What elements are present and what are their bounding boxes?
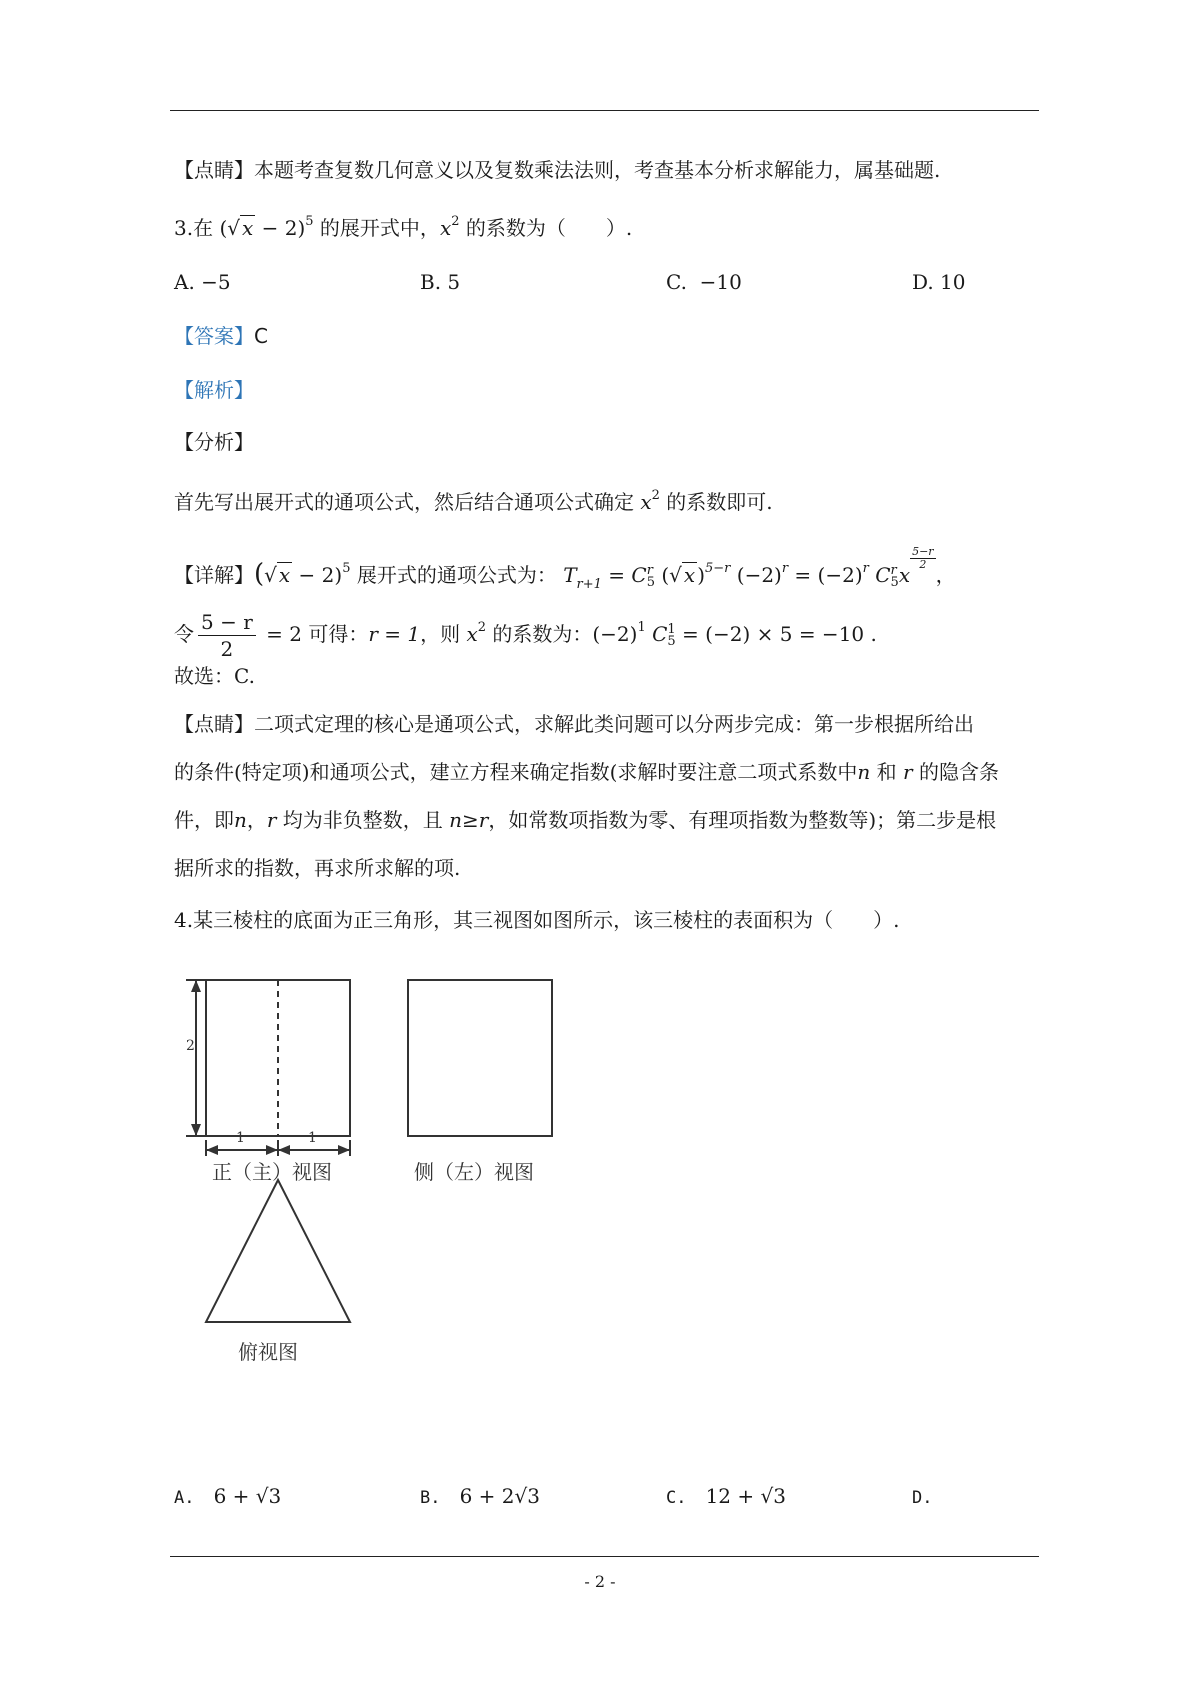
option-a [174,1482,281,1512]
equals-neg-two: = (−2) [788,563,863,587]
note-text: 的隐含条 [912,760,999,784]
note-text: 二项式定理的核心是通项公式，求解此类问题可以分两步完成：第一步根据所给出 [254,712,974,736]
option-c [666,268,742,296]
neg-two: (−2) [730,563,782,587]
sqrt-symbol: √ x [669,563,696,587]
option-label: D. [912,270,934,294]
question-3 [174,208,632,242]
note-text: ，如常数项指数为零、有理项指数为整数等)；第二步是根 [488,808,997,832]
var-n: n [234,808,247,832]
var: x [466,622,478,646]
note-text: 均为非负整数，且 [276,808,450,832]
var-power: 2 [451,214,460,229]
prev-note [174,156,940,184]
option-label: A. [174,1488,195,1508]
page-number: - 2 - [584,1572,616,1591]
option-d [912,1482,952,1512]
frac-num: 5 − r [198,609,256,636]
side-view-label: 侧（左）视图 [414,1160,534,1184]
arrow-right-icon [338,1145,350,1155]
detail-text: 展开式的通项公式为： [350,563,557,587]
solve-text: 的系数为： [486,622,593,646]
arrow-left-icon [206,1145,218,1155]
equals: = [601,563,632,587]
sqrt-symbol: √ x [227,216,254,240]
binom-sub: 5 [646,574,655,590]
question-prefix: 在 [193,216,214,240]
note-line-3 [174,806,996,834]
note-line-2 [174,758,999,786]
option-c [666,1482,786,1512]
exponent: r [862,561,869,576]
choice-line: 故选：C. [174,664,255,688]
note-text: 件，即 [174,808,234,832]
footer-rule [170,1556,1039,1557]
option-value: 10 [940,270,966,294]
binom-C: C [868,563,891,587]
detail-line [174,546,956,599]
binom-sup: r [890,562,897,578]
detail-tag: 【详解】 [174,563,254,587]
note-he: 和 [870,760,904,784]
option-value: 6 + √3 [213,1484,282,1508]
var-r: r [266,808,277,832]
width-label-right: 1 [308,1130,317,1146]
var: x [898,563,911,587]
top-view-label: 俯视图 [238,1340,298,1364]
binom-sup: r [646,562,653,578]
arrow-down-icon [191,1124,201,1136]
exponent: 5 [342,561,351,576]
option-value: −5 [201,270,231,294]
binom-C: C [631,563,647,587]
option-label: C. [666,270,687,294]
answer-tag: 【答案】 [174,324,254,348]
note-text: 的条件(特定项)和通项公式，建立方程来确定指数(求解时要注意二项式系数中 [174,760,858,784]
arrow-left-icon [278,1145,290,1155]
paren-open: ( [254,559,265,589]
solve-line [174,600,877,662]
option-value: 5 [447,270,461,294]
expr-rest: − 2) [255,216,306,240]
paren-open: ( [655,563,670,587]
r-equation: r = 1 [368,622,421,646]
frac-den: 2 [220,637,234,661]
binom-C: C [645,622,668,646]
radicand: x [278,563,291,587]
note-tag: 【点睛】 [174,712,254,736]
side-view-rect [408,980,552,1136]
var-power: 2 [477,620,487,635]
detail-end: ， [935,563,956,587]
radicand: x [242,216,254,240]
fraction [198,609,256,662]
frac-num: 5−r [912,545,934,558]
question-suffix: 的系数为（ ）. [459,216,633,240]
note-text: 本题考查复数几何意义以及复数乘法法则，考查基本分析求解能力，属基础题. [254,158,941,182]
question-4 [174,906,899,934]
note-comma: ， [246,808,267,832]
width-label-left: 1 [236,1130,245,1146]
option-value: 12 + √3 [705,1484,786,1508]
option-b [420,1482,540,1512]
fenxi-text-2: 的系数即可. [659,490,773,514]
sqrt-symbol: √ x [264,563,291,587]
option-label: B. [420,1488,441,1508]
fenxi-text [174,482,773,516]
paren-close: ) [697,563,706,587]
question-text: 某三棱柱的底面为正三角形，其三视图如图所示，该三棱柱的表面积为（ ）. [193,908,900,932]
exponent-fraction [910,546,935,571]
exponent: 5−r [705,561,731,576]
inequality: n≥r [449,808,489,832]
binom-sup: 1 [667,621,676,637]
exponent: 5 [305,214,314,229]
binom-sub: 5 [667,633,676,649]
option-value: 6 + 2√3 [459,1484,540,1508]
header-rule [170,110,1039,111]
paren-open: ( [219,216,228,240]
arrow-up-icon [191,980,201,992]
option-d [912,268,966,296]
var: x [640,490,652,514]
option-label: C. [666,1488,687,1508]
radicand: x [683,563,696,587]
question-number: 4. [174,908,194,932]
exponent: 1 [637,620,646,635]
question-number: 3. [174,216,194,240]
var-power: 2 [651,488,660,503]
term-T: T [563,563,577,587]
question-mid: 的展开式中， [313,216,440,240]
option-label: B. [420,270,442,294]
option-label: D. [912,1488,933,1508]
option-b [420,268,460,296]
calc-result: = (−2) × 5 = −10 . [675,622,877,646]
term-T-sub: r+1 [576,577,602,592]
var-n: n [857,760,871,784]
option-a [174,268,231,296]
option-value: −10 [699,270,742,294]
arrow-right-icon [266,1145,278,1155]
front-view-label: 正（主）视图 [212,1160,332,1184]
fenxi-tag: 【分析】 [174,430,254,454]
option-label: A. [174,270,195,294]
var-r: r [903,760,913,784]
note-line-4: 据所求的指数，再求所求解的项. [174,856,461,880]
solve-ze: ，则 [420,622,467,646]
fenxi-text-1: 首先写出展开式的通项公式，然后结合通项公式确定 [174,490,641,514]
answer-line [174,322,268,350]
exponent: r [781,561,789,576]
expr-rest: − 2) [292,563,343,587]
height-label: 2 [186,1038,195,1054]
analysis-tag: 【解析】 [174,378,254,402]
answer-value: C [254,324,268,348]
binom-sub: 5 [890,574,899,590]
calc-neg-two: (−2) [592,622,638,646]
frac-den: 2 [919,558,927,571]
solve-after: = 2 可得： [259,622,369,646]
ling: 令 [174,622,194,646]
note-line-1 [174,710,974,738]
top-view-triangle [206,1180,350,1322]
note-tag: 【点睛】 [174,158,254,182]
var: x [439,216,452,240]
